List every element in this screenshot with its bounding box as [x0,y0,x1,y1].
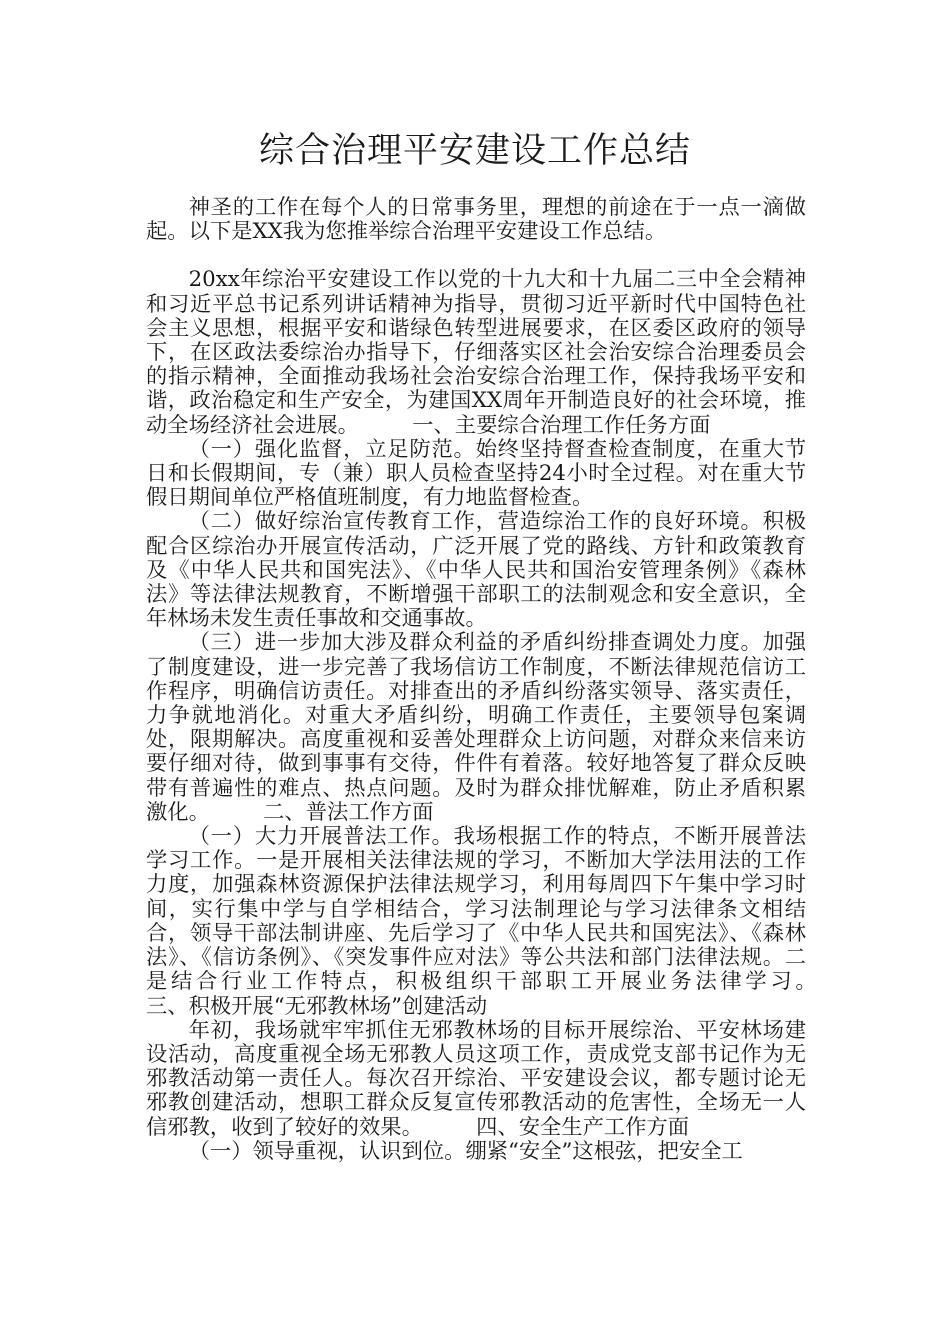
body-paragraph: （三）进一步加大涉及群众利益的矛盾纠纷排查调处力度。加强了制度建设，进一步完善了我场信访工作制度，不断法律规范信访工作程序，明确信访责任。对排查出的矛盾纠纷落实领导、落实责任，力争就地消化。对重大矛盾纠纷，明确工作责任，主要领导包案调处，限期解决。高度重视和妥善处理群众上访问题，对群众来信来访要仔细对待，做到事事有交待，件件有着落。较好地答复了群众反映带有普遍性的难点、热点问题。及时为群众排忧解难，防止矛盾积累激化。 二、普法工作方面 [146,630,806,825]
intro-paragraph: 神圣的工作在每个人的日常事务里，理想的前途在于一点一滴做起。以下是XX我为您推举综合治理平安建设工作总结。 [146,195,806,245]
document-title: 综合治理平安建设工作总结 [258,131,691,171]
body-paragraph: 20xx年综治平安建设工作以党的十九大和十九届二三中全会精神和习近平总书记系列讲话精神为指导，贯彻习近平新时代中国特色社会主义思想，根据平安和谐绿色转型进展要求，在区委区政府的领导下，在区政法委综治办指导下，仔细落实区社会治安综合治理委员会的指示精神，全面推动我场社会治安综合治理工作，保持我场平安和谐，政治稳定和生产安全，为建国XX周年开制造良好的社会环境，推动全场经济社会进展。 一、主要综合治理工作任务方面 [146,267,806,438]
body-paragraph: （一）强化监督，立足防范。始终坚持督查检查制度，在重大节日和长假期间，专（兼）职人员检查坚持24小时全过程。对在重大节假日期间单位严格值班制度，有力地监督检查。 [146,436,806,511]
body-paragraph: （二）做好综治宣传教育工作，营造综治工作的良好环境。积极配合区综治办开展宣传活动，广泛开展了党的路线、方针和政策教育及《中华人民共和国宪法》、《中华人民共和国治安管理条例》《森林法》等法律法规教育，不断增强干部职工的法制观念和安全意识，全年林场未发生责任事故和交通事故。 [146,509,806,632]
document-body [146,195,870,1164]
body-paragraph: 年初，我场就牢牢抓住无邪教林场的目标开展综治、平安林场建设活动，高度重视全场无邪教人员这项工作，责成党支部书记作为无邪教活动第一责任人。每次召开综治、平安建设会议，都专题讨论无邪教创建活动，想职工群众反复宣传邪教活动的危害性，全场无一人信邪教，收到了较好的效果。 四、安全生产工作方面 [146,1017,806,1140]
body-paragraph: （一）领导重视，认识到位。绷紧“安全”这根弦，把安全工 [188,1138,743,1164]
body-paragraph: （一）大力开展普法工作。我场根据工作的特点，不断开展普法学习工作。一是开展相关法律法规的学习，不断加大学法用法的工作力度，加强森林资源保护法律法规学习，利用每周四下午集中学习时间，实行集中学与自学相结合，学习法制理论与学习法律条文相结合，领导干部法制讲座、先后学习了《中华人民共和国宪法》、《森林法》、《信访条例》、《突发事件应对法》等公共法和部门法律法规。二是结合行业工作特点，积极组织干部职工开展业务法律学习。 三、积极开展“无邪教林场”创建活动 [146,824,870,1019]
